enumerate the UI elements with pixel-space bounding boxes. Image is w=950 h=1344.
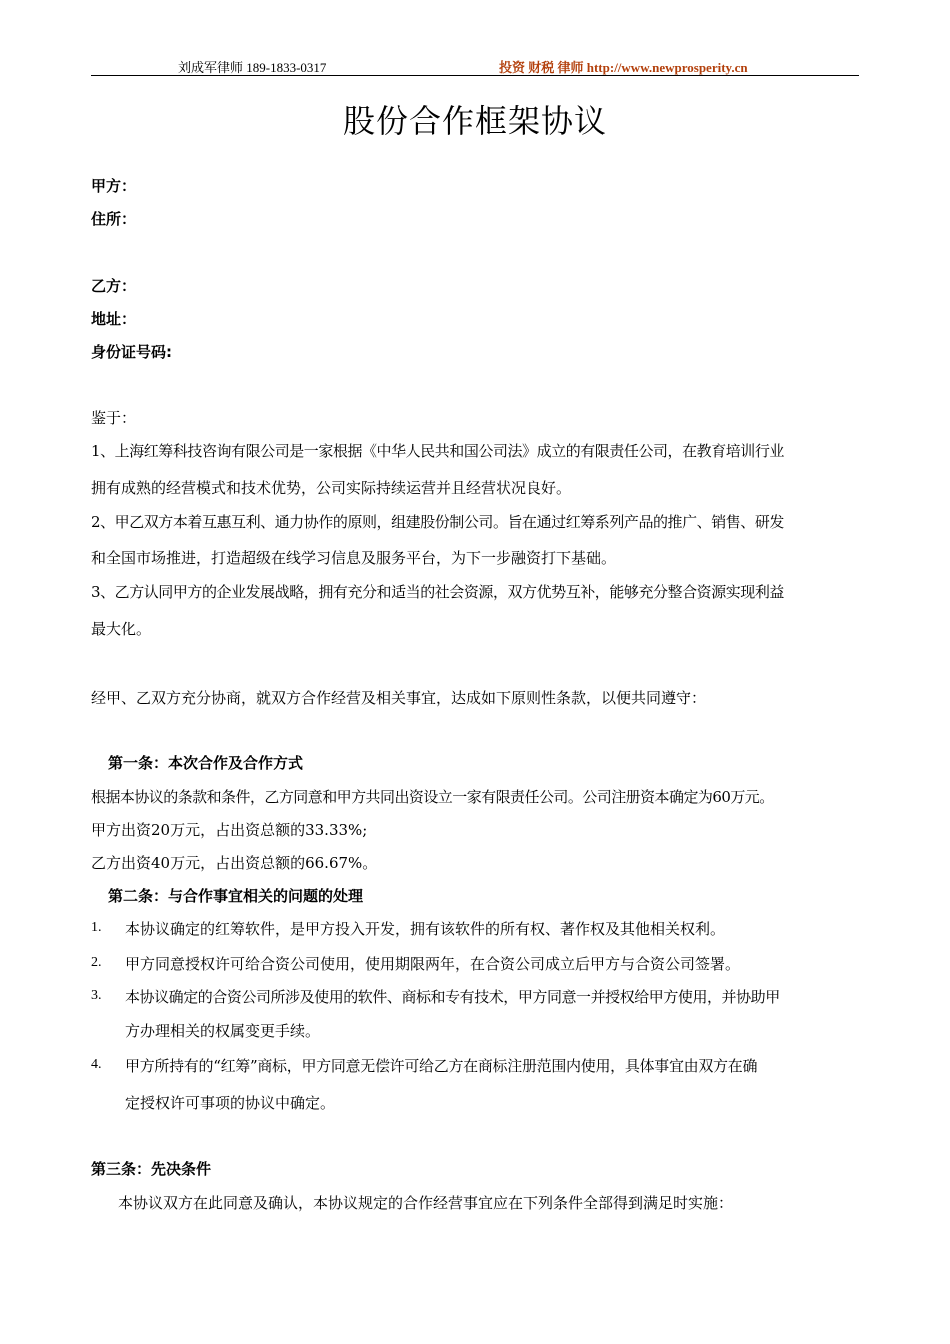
whereas-line: 拥有成熟的经营模式和技术优势，公司实际持续运营并且经营状况良好。 [91, 479, 572, 497]
whereas-line: 和全国市场推进，打造超级在线学习信息及服务平台，为下一步融资打下基础。 [91, 549, 617, 567]
page-header [91, 56, 859, 76]
article2-item-number: 3. [91, 988, 102, 1003]
header-lawyer-contact: 刘成军律师 189-1833-0317 [178, 60, 327, 75]
article2-item-text: 甲方所持有的“红筹”商标，甲方同意无偿许可给乙方在商标注册范围内使用，具体事宜由双方在确 [125, 1057, 758, 1075]
article3-heading: 第三条：先决条件 [91, 1160, 212, 1178]
article1-line: 甲方出资20万元，占出资总额的33.33%; [91, 821, 368, 839]
agreement-intro: 经甲、乙双方充分协商，就双方合作经营及相关事宜，达成如下原则性条款，以便共同遵守： [91, 689, 707, 707]
whereas-heading: 鉴于： [91, 409, 137, 427]
article2-heading: 第二条：与合作事宜相关的问题的处理 [108, 887, 364, 905]
article2-item-text: 本协议确定的红筹软件，是甲方投入开发，拥有该软件的所有权、著作权及其他相关权利。 [125, 920, 726, 938]
whereas-line: 2、甲乙双方本着互惠互利、通力协作的原则，组建股份制公司。旨在通过红筹系列产品的推广、销售、研发 [91, 513, 784, 531]
party-b-label: 乙方： [91, 277, 137, 295]
article3-line: 本协议双方在此同意及确认，本协议规定的合作经营事宜应在下列条件全部得到满足时实施： [118, 1194, 734, 1212]
party-b-address-label: 地址： [91, 310, 137, 328]
article1-line: 乙方出资40万元，占出资总额的66.67%。 [91, 854, 378, 872]
party-a-address-label: 住所： [91, 210, 137, 228]
whereas-line: 1、上海红筹科技咨询有限公司是一家根据《中华人民共和国公司法》成立的有限责任公司，在教育培训行业 [91, 442, 784, 460]
article2-item-number: 2. [91, 955, 102, 970]
id-number-label: 身份证号码: [91, 343, 172, 361]
article2-item-number: 1. [91, 920, 102, 935]
article2-item-number: 4. [91, 1057, 102, 1072]
article2-item-text: 方办理相关的权属变更手续。 [125, 1022, 321, 1040]
article2-item-text: 定授权许可事项的协议中确定。 [125, 1094, 336, 1112]
article2-item-text: 本协议确定的合资公司所涉及使用的软件、商标和专有技术，甲方同意一并授权给甲方使用，并协助甲 [125, 988, 780, 1006]
whereas-line: 3、乙方认同甲方的企业发展战略，拥有充分和适当的社会资源，双方优势互补，能够充分整合资源实现利益 [91, 583, 784, 601]
whereas-line: 最大化。 [91, 620, 152, 638]
article1-heading: 第一条：本次合作及合作方式 [108, 754, 304, 772]
article1-line: 根据本协议的条款和条件，乙方同意和甲方共同出资设立一家有限责任公司。公司注册资本确定为60万元。 [91, 788, 774, 806]
document-title: 股份合作框架协议 [342, 102, 607, 140]
header-website: 投资 财税 律师 http://www.newprosperity.cn [499, 60, 748, 75]
party-a-label: 甲方： [91, 177, 137, 195]
article2-item-text: 甲方同意授权许可给合资公司使用，使用期限两年，在合资公司成立后甲方与合资公司签署。 [125, 955, 741, 973]
